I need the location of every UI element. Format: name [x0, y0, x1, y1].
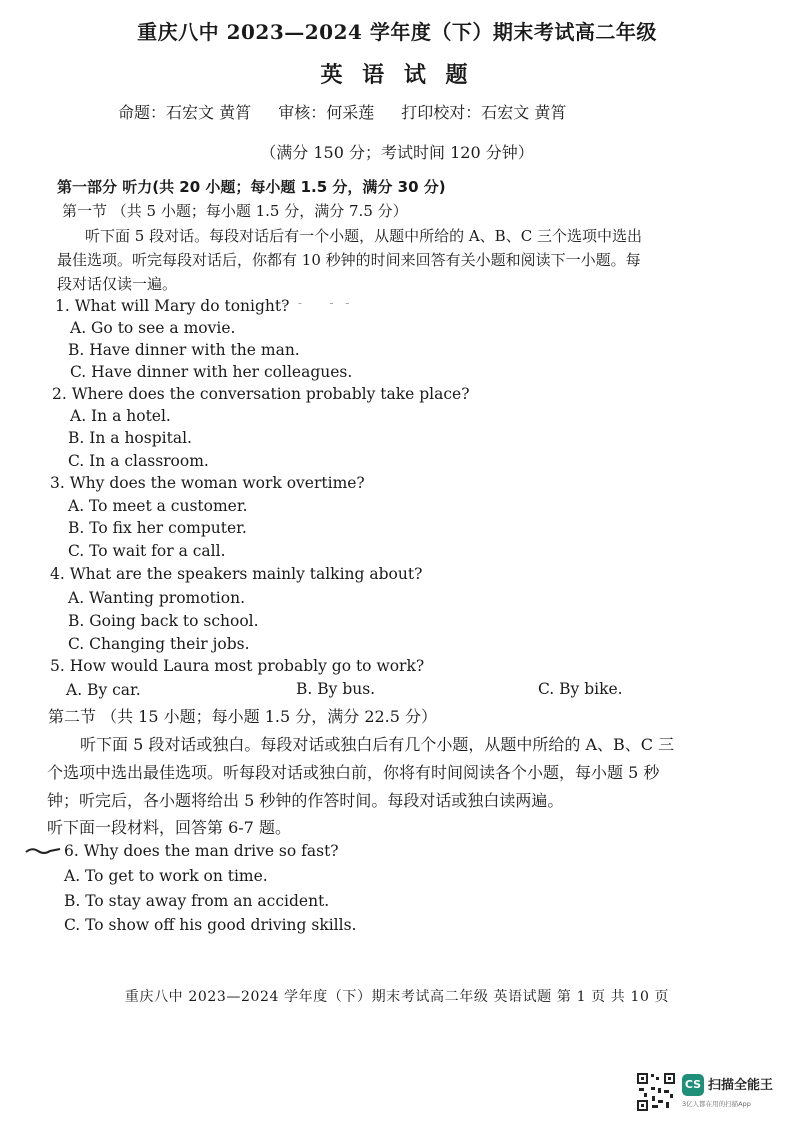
- credit-proposition: 命题：石宏文 黄筲: [118, 103, 252, 122]
- section2-instruction-line: 钟；听完后，各小题将给出 5 秒钟的作答时间。每段对话或独白读两遍。: [47, 791, 564, 810]
- material-note: 听下面一段材料，回答第 6-7 题。: [47, 818, 291, 837]
- option: C. In a classroom.: [68, 452, 209, 470]
- option: B. To fix her computer.: [68, 519, 247, 537]
- option: B. Going back to school.: [68, 612, 259, 630]
- scan-artifact: - - - -: [282, 296, 354, 310]
- page-footer: 重庆八中 2023—2024 学年度（下）期末考试高二年级 英语试题 第 1 页 共 10 页: [124, 989, 670, 1005]
- option: B. Have dinner with the man.: [68, 341, 300, 359]
- option: C. Have dinner with her colleagues.: [70, 363, 353, 381]
- credit-review: 审核：何采莲: [278, 103, 375, 122]
- section1-instruction-line: 听下面 5 段对话。每段对话后有一个小题，从题中所给的 A、B、C 三个选项中选出: [85, 227, 642, 245]
- camscanner-tagline: 3亿人都在用的扫描App: [682, 1100, 751, 1108]
- option: A. In a hotel.: [70, 407, 171, 425]
- part1-heading: 第一部分 听力(共 20 小题；每小题 1.5 分，满分 30 分): [57, 178, 446, 196]
- page-title: 重庆八中 2023—2024 学年度（下）期末考试高二年级: [137, 20, 657, 44]
- section2-heading: 第二节 （共 15 小题；每小题 1.5 分，满分 22.5 分）: [48, 707, 438, 726]
- pen-mark-icon: [24, 846, 62, 856]
- camscanner-logo-icon: CS: [682, 1074, 704, 1096]
- section1-instruction-line: 最佳选项。听完每段对话后，你都有 10 秒钟的时间来回答有关小题和阅读下一小题。每: [57, 251, 641, 269]
- question-stem: 2. Where does the conversation probably take place?: [52, 385, 470, 403]
- section1-instruction-line: 段对话仅读一遍。: [57, 275, 178, 293]
- qr-code-icon: [636, 1072, 676, 1112]
- subject-title: 英 语 试 题: [320, 62, 474, 88]
- section1-heading: 第一节 （共 5 小题；每小题 1.5 分，满分 7.5 分）: [62, 202, 408, 220]
- question-stem: 5. How would Laura most probably go to work?: [50, 657, 425, 675]
- camscanner-name: 扫描全能王: [708, 1078, 774, 1093]
- section2-instruction-line: 个选项中选出最佳选项。听每段对话或独白前，你将有时间阅读各个小题，每小题 5 秒: [47, 763, 660, 782]
- scanner-watermark: [636, 1068, 786, 1114]
- question-stem: 6. Why does the man drive so fast?: [64, 842, 339, 860]
- option: B. To stay away from an accident.: [64, 892, 330, 910]
- option: C. By bike.: [538, 680, 623, 698]
- option: C. To show off his good driving skills.: [64, 916, 357, 934]
- credits-line: [118, 100, 588, 123]
- question-stem: 4. What are the speakers mainly talking about?: [50, 565, 423, 583]
- option: B. In a hospital.: [68, 429, 192, 447]
- option: A. To meet a customer.: [68, 497, 248, 515]
- option: A. By car.: [66, 681, 141, 699]
- option: C. Changing their jobs.: [68, 635, 250, 653]
- option: C. To wait for a call.: [68, 542, 226, 560]
- option: A. Wanting promotion.: [68, 589, 245, 607]
- section2-instruction-line: 听下面 5 段对话或独白。每段对话或独白后有几个小题，从题中所给的 A、B、C 三: [80, 735, 675, 754]
- option: A. Go to see a movie.: [70, 319, 236, 337]
- score-time: （满分 150 分；考试时间 120 分钟）: [260, 143, 534, 162]
- option: B. By bus.: [296, 680, 376, 698]
- option: A. To get to work on time.: [64, 867, 268, 885]
- credit-proofread: 打印校对：石宏文 黄筲: [401, 103, 567, 122]
- question-stem: 1. What will Mary do tonight?: [55, 297, 290, 315]
- question-stem: 3. Why does the woman work overtime?: [50, 474, 365, 492]
